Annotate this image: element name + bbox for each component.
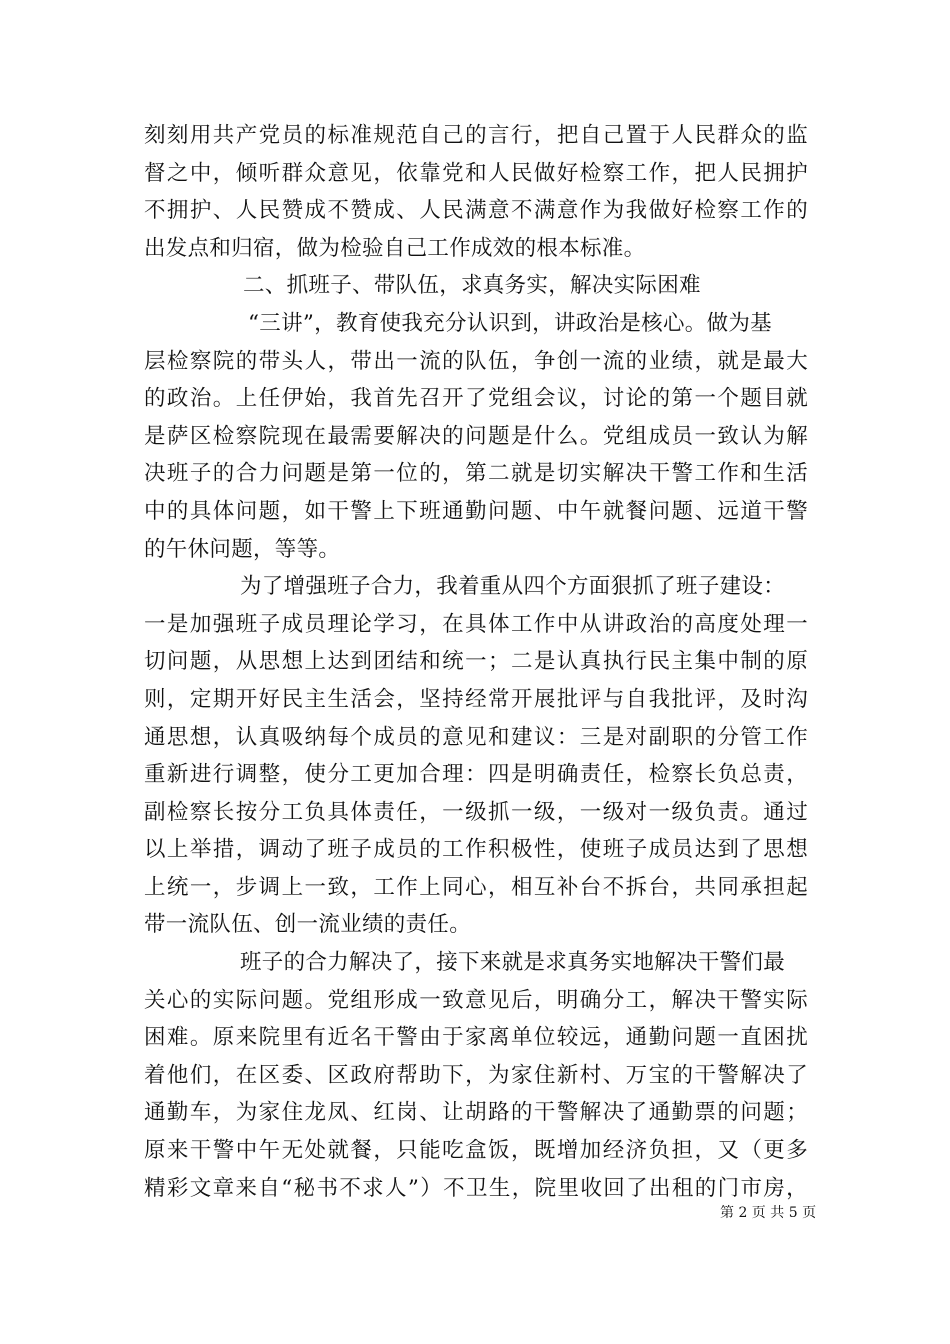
text-line: 不拥护、人民赞成不赞成、人民满意不满意作为我做好检察工作的: [144, 198, 808, 224]
text-line: 的政治。上任伊始，我首先召开了党组会议，讨论的第一个题目就: [144, 386, 808, 412]
text-line: 通勤车，为家住龙凤、红岗、让胡路的干警解决了通勤票的问题；: [144, 1100, 808, 1126]
body-text: [144, 117, 808, 1207]
text-line: 切问题，从思想上达到团结和统一；二是认真执行民主集中制的原: [144, 649, 808, 675]
page-number-footer: 第 2 页 共 5 页: [720, 1205, 817, 1221]
text-line: 出发点和归宿，做为检验自己工作成效的根本标准。: [144, 235, 646, 261]
paragraph-first-line: 班子的合力解决了，接下来就是求真务实地解决干警们最: [240, 950, 786, 976]
text-line: 通思想，认真吸纳每个成员的意见和建议：三是对副职的分管工作: [144, 724, 808, 750]
text-line: 关心的实际问题。党组形成一致意见后，明确分工，解决干警实际: [144, 987, 808, 1013]
text-line: 的午休问题，等等。: [144, 536, 341, 562]
paragraph-first-line: “三讲”，教育使我充分认识到，讲政治是核心。做为基: [248, 310, 772, 336]
text-line: 带一流队伍、创一流业绩的责任。: [144, 912, 472, 938]
text-line: 以上举措，调动了班子成员的工作积极性，使班子成员达到了思想: [144, 837, 808, 863]
paragraph-first-line: 为了增强班子合力，我着重从四个方面狠抓了班子建设：: [240, 574, 786, 600]
text-line: 则，定期开好民主生活会，坚持经常开展批评与自我批评，及时沟: [144, 686, 808, 712]
text-line: 是萨区检察院现在最需要解决的问题是什么。党组成员一致认为解: [144, 423, 808, 449]
section-heading: 二、抓班子、带队伍，求真务实，解决实际困难: [243, 273, 701, 299]
text-line: 副检察长按分工负具体责任，一级抓一级，一级对一级负责。通过: [144, 799, 808, 825]
text-line: 上统一，步调上一致，工作上同心，相互补台不拆台，共同承担起: [144, 874, 808, 900]
text-line: 困难。原来院里有近名干警由于家离单位较远，通勤问题一直困扰: [144, 1025, 808, 1051]
text-line: 着他们，在区委、区政府帮助下，为家住新村、万宝的干警解决了: [144, 1062, 808, 1088]
text-line: 原来干警中午无处就餐，只能吃盒饭，既增加经济负担，又（更多: [144, 1138, 808, 1164]
text-line: 一是加强班子成员理论学习，在具体工作中从讲政治的高度处理一: [144, 611, 808, 637]
text-line: 督之中，倾听群众意见，依靠党和人民做好检察工作，把人民拥护: [144, 160, 808, 186]
text-line: 层检察院的带头人，带出一流的队伍，争创一流的业绩，就是最大: [144, 348, 808, 374]
text-line: 精彩文章来自“秘书不求人”）不卫生，院里收回了出租的门市房，: [144, 1175, 808, 1201]
text-line: 重新进行调整，使分工更加合理：四是明确责任，检察长负总责，: [144, 762, 808, 788]
text-line: 决班子的合力问题是第一位的，第二就是切实解决干警工作和生活: [144, 461, 808, 487]
text-line: 刻刻用共产党员的标准规范自己的言行，把自己置于人民群众的监: [144, 123, 808, 148]
text-line: 中的具体问题，如干警上下班通勤问题、中午就餐问题、远道干警: [144, 498, 808, 524]
